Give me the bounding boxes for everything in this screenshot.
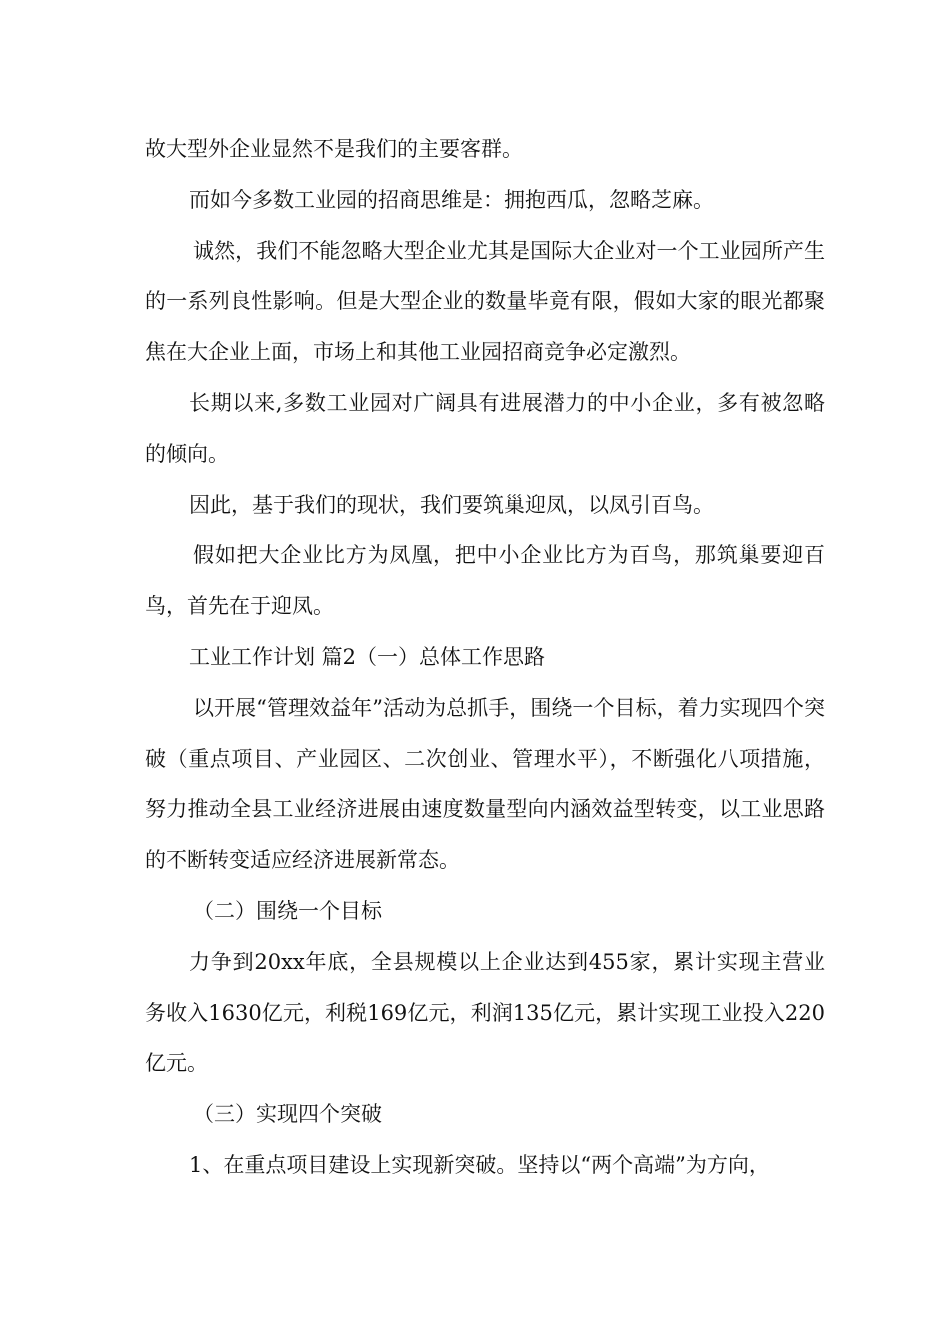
document-body xyxy=(145,124,825,1191)
section-heading-plan: 工业工作计划 篇2（一）总体工作思路 xyxy=(189,644,546,669)
paragraph-target: 力争到20xx年底，全县规模以上企业达到455家，累计实现主营业务收入1630亿元，利税169亿元，利润135亿元，累计实现工业投入220亿元。 xyxy=(145,949,825,1076)
paragraph-6: 假如把大企业比方为凤凰，把中小企业比方为百鸟，那筑巢要迎百鸟，首先在于迎凤。 xyxy=(145,543,825,619)
paragraph-breakthrough-1: 1、在重点项目建设上实现新突破。坚持以“两个高端”为方向， xyxy=(189,1152,770,1177)
paragraph-2: 而如今多数工业园的招商思维是：拥抱西瓜，忽略芝麻。 xyxy=(189,187,714,212)
section-heading-target: （二）围绕一个目标 xyxy=(193,898,382,923)
paragraph-overall-approach: 以开展“管理效益年”活动为总抓手，围绕一个目标，着力实现四个突破（重点项目、产业园区、二次创业、管理水平），不断强化八项措施，努力推动全县工业经济进展由速度数量型向内涵效益型转变，以工业思路的不断转变适应经济进展新常态。 xyxy=(145,695,825,873)
paragraph-3: 诚然，我们不能忽略大型企业尤其是国际大企业对一个工业园所产生的一系列良性影响。但是大型企业的数量毕竟有限，假如大家的眼光都聚焦在大企业上面，市场上和其他工业园招商竞争必定激烈。 xyxy=(145,238,825,365)
paragraph-1: 故大型外企业显然不是我们的主要客群。 xyxy=(145,137,523,161)
paragraph-4: 长期以来,多数工业园对广阔具有进展潜力的中小企业，多有被忽略的倾向。 xyxy=(145,390,825,466)
section-heading-breakthroughs: （三）实现四个突破 xyxy=(193,1102,382,1127)
paragraph-5: 因此，基于我们的现状，我们要筑巢迎凤，以凤引百鸟。 xyxy=(189,492,714,517)
